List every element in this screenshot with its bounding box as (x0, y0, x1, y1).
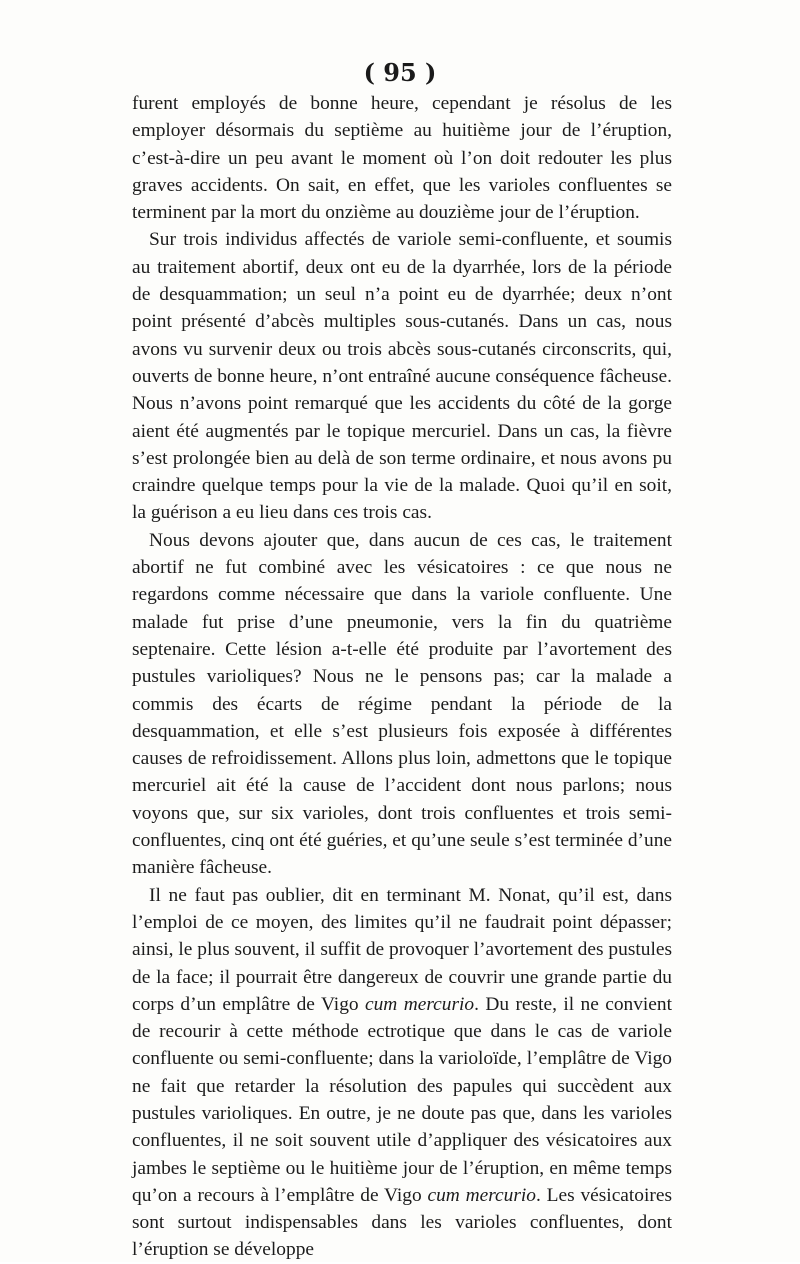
page-number: ( 95 ) (363, 58, 437, 87)
latin-term: cum mercurio (427, 1184, 536, 1206)
paragraph-4-text-b: . Du reste, il ne convient de recourir à cette méthode ectrotique que dans le cas de variole confluente ou semi-confluente; dans la varioloïde, l’emplâtre de Vigo ne fait que retarder la résolution des papules qui succèdent aux pustules varioliques. En outre, je ne doute pas que, dans les varioles confluentes, il ne soit souvent utile d’appliquer des vésicatoires aux jambes le septième ou le huitième jour de l’éruption, en même temps qu’on a recours à l’emplâtre de Vigo (132, 993, 672, 1206)
paragraph-4 (132, 882, 672, 1264)
paragraph-1: furent employés de bonne heure, cependant je résolus de les employer désormais du septième au huitième jour de l’éruption, c’est-à-dire un peu avant le moment où l’on doit redouter les plus graves accidents. On sait, en effet, que les varioles confluentes se terminent par la mort du onzième au douzième jour de l’éruption. (132, 93, 672, 224)
paragraph-4-text-a: Il ne faut pas oublier, dit en terminant M. Nonat, qu’il est, dans l’emploi de ce moyen, des limites qu’il ne faudrait point dépasser; ainsi, le plus souvent, il suffit de provoquer l’avortement des pustules de la face; il pourrait être dangereux de couvrir une grande partie du corps d’un emplâtre de Vigo (132, 884, 672, 1015)
body-text (132, 90, 672, 1264)
latin-term: cum mercurio (365, 993, 475, 1015)
paragraph-4-text-c: . Les vésicatoires sont surtout indispensables dans les varioles confluentes, dont l’éruption se développe (132, 1184, 672, 1261)
paragraph-2: Sur trois individus affectés de variole semi-confluente, et soumis au traitement abortif, deux ont eu de la dyarrhée, lors de la période de desquammation; un seul n’a point eu de dyarrhée; deux n’ont point présenté d’abcès multiples sous-cutanés. Dans un cas, nous avons vu survenir deux ou trois abcès sous-cutanés circonscrits, qui, ouverts de bonne heure, n’ont entraîné aucune conséquence fâcheuse. Nous n’avons point remarqué que les accidents du côté de la gorge aient été augmentés par le topique mercuriel. Dans un cas, la fièvre s’est prolongée bien au delà de son terme ordinaire, et nous avons pu craindre quelque temps pour la vie de la malade. Quoi qu’il en soit, la guérison a eu lieu dans ces trois cas. (132, 229, 672, 524)
paragraph-3: Nous devons ajouter que, dans aucun de ces cas, le traitement abortif ne fut combiné avec les vésicatoires : ce que nous ne regardons comme nécessaire que dans la variole confluente. Une malade fut prise d’une pneumonie, vers la fin du quatrième septenaire. Cette lésion a-t-elle été produite par l’avortement des pustules varioliques? Nous ne le pensons pas; car la malade a commis des écarts de régime pendant la période de la desquammation, et elle s’est plusieurs fois exposée à différentes causes de refroidissement. Allons plus loin, admettons que le topique mercuriel ait été la cause de l’accident dont nous parlons; nous voyons que, sur six varioles, dont trois confluentes et trois semi-confluentes, cinq ont été guéries, et qu’une seule s’est terminée d’une manière fâcheuse. (132, 529, 672, 879)
